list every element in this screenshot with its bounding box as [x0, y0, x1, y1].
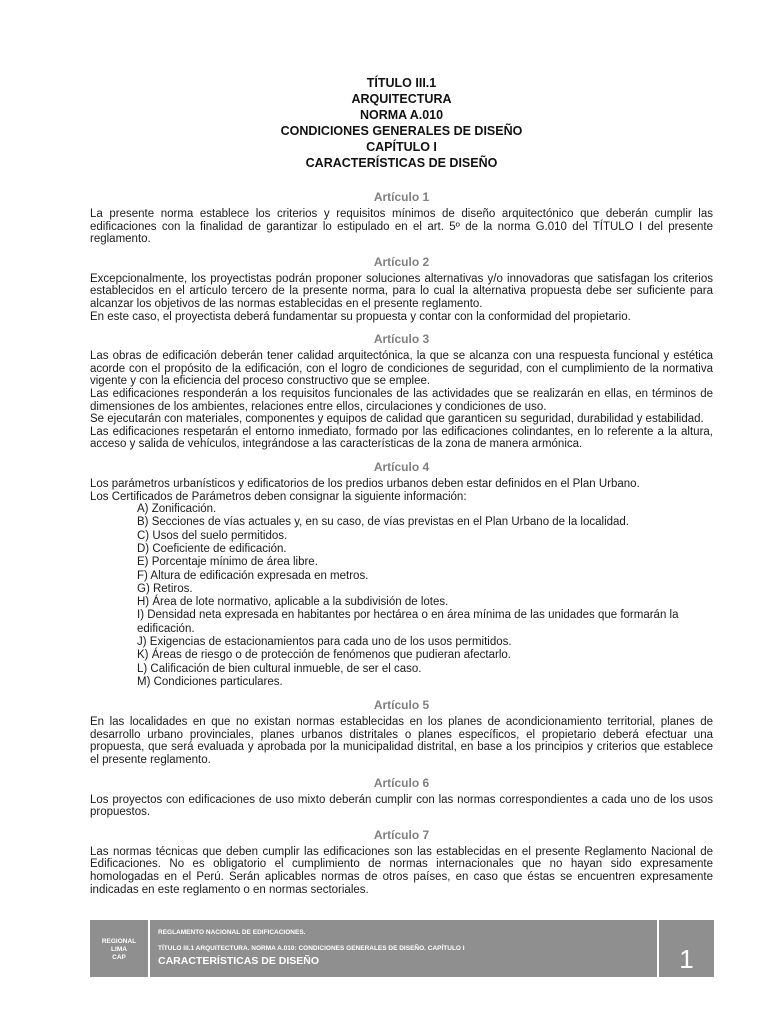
footer-regional-block: [90, 920, 150, 977]
article-paragraph: Los Certificados de Parámetros deben consignar la siguiente información:: [90, 490, 467, 503]
footer-regional-label: REGIONAL: [101, 938, 137, 945]
list-item: F) Altura de edificación expresada en metros.: [137, 569, 369, 582]
footer-section-title: CARACTERÍSTICAS DE DISEÑO: [158, 955, 320, 967]
list-item: D) Coeficiente de edificación.: [137, 542, 287, 555]
footer-regional-label: LIMA: [111, 946, 127, 953]
article-paragraph: La presente norma establece los criterios y requisitos mínimos de diseño arquitectónico que deberán cumplir las edificaciones con la finalidad de garantizar lo estipulado en el art. 5º de la norma G.010 del TÍTULO I del presente reglamento.: [90, 208, 713, 246]
document-page: [90, 75, 713, 896]
article-paragraph: Excepcionalmente, los proyectistas podrán proponer soluciones alternativas y/o innovadoras que satisfagan los criterios establecidos en el artículo tercero de la presente norma, para lo cual la alternativa propuesta debe ser suficiente para alcanzar los objetivos de las normas establecidas en el presente reglamento.: [90, 272, 713, 310]
list-item: K) Áreas de riesgo o de protección de fenómenos que pudieran afectarlo.: [137, 649, 511, 662]
list-item: C) Usos del suelo permitidos.: [137, 529, 288, 542]
article-heading: Artículo 7: [373, 827, 430, 842]
page-footer: [90, 920, 714, 977]
list-item: L) Calificación de bien cultural inmueble, de ser el caso.: [137, 662, 422, 675]
list-item: M) Condiciones particulares.: [137, 675, 283, 688]
article-heading: Artículo 6: [373, 775, 430, 790]
article-paragraph: Los parámetros urbanísticos y edificatorios de los predios urbanos deben estar definidos en el Plan Urbano.: [90, 477, 640, 490]
list-item: H) Área de lote normativo, aplicable a la subdivisión de lotes.: [137, 596, 449, 609]
footer-regulation-name: REGLAMENTO NACIONAL DE EDIFICACIONES.: [158, 929, 306, 936]
article-heading: Artículo 2: [373, 254, 430, 269]
article-paragraph: En las localidades en que no existan normas establecidas en los planes de acondicionamiento territorial, planes de desarrollo urbano provinciales, planes urbanos distritales o planes específicos, el propietario deberá efectuar una propuesta, que será evaluada y aprobada por la municipalidad distrital, en base a los principios y criterios que establece el presente reglamento.: [90, 716, 713, 767]
list-item: A) Zonificación.: [137, 503, 217, 516]
article-heading: Artículo 5: [373, 698, 430, 713]
title-line: TÍTULO III.1: [366, 76, 437, 90]
list-item: G) Retiros.: [137, 582, 193, 595]
parameters-list: [90, 503, 713, 689]
document-title-block: [90, 75, 713, 171]
footer-page-number-block: [657, 920, 714, 977]
list-item: B) Secciones de vías actuales y, en su caso, de vías previstas en el Plan Urbano de la localidad.: [137, 516, 630, 529]
article-heading: Artículo 4: [373, 459, 430, 474]
article-paragraph: Se ejecutarán con materiales, componentes y equipos de calidad que garanticen su seguridad, durabilidad y estabilidad.: [90, 413, 704, 426]
article-paragraph: Las normas técnicas que deben cumplir las edificaciones son las establecidas en el presente Reglamento Nacional de Edificaciones. No es obligatorio el cumplimiento de normas internacionales que no hayan sido expresamente homologadas en el Perú. Serán aplicables normas de otros países, en caso que éstas se encuentren expresamente indicadas en este reglamento o en normas sectoriales.: [90, 845, 713, 896]
title-line: CAPÍTULO I: [366, 140, 437, 154]
article-paragraph: En este caso, el proyectista deberá fundamentar su propuesta y contar con la conformidad del propietario.: [90, 310, 631, 323]
list-item: J) Exigencias de estacionamientos para cada uno de los usos permitidos.: [137, 636, 512, 649]
article-paragraph: Las edificaciones respetarán el entorno inmediato, formado por las edificaciones colindantes, en lo referente a la altura, acceso y salida de vehículos, integrándose a las características de la zona de manera armónica.: [90, 425, 713, 451]
page-number: 1: [679, 944, 694, 974]
title-line: NORMA A.010: [359, 108, 444, 122]
article-heading: Artículo 3: [373, 332, 430, 347]
footer-regional-label: CAP: [112, 954, 126, 961]
article-paragraph: Las edificaciones responderán a los requisitos funcionales de las actividades que se realizarán en ellas, en términos de dimensiones de los ambientes, relaciones entre ellos, circulaciones y condiciones de uso.: [90, 387, 713, 413]
footer-info-block: [152, 920, 657, 977]
title-line: CONDICIONES GENERALES DE DISEÑO: [280, 124, 523, 138]
list-item: E) Porcentaje mínimo de área libre.: [137, 556, 318, 569]
article-heading: Artículo 1: [373, 190, 430, 204]
article-paragraph: Las obras de edificación deberán tener calidad arquitectónica, la que se alcanza con una respuesta funcional y estética acorde con el propósito de la edificación, con el logro de condiciones de seguridad, con el cumplimiento de la normativa vigente y con la eficiencia del proceso constructivo que se emplee.: [90, 350, 713, 388]
title-line: ARQUITECTURA: [351, 92, 452, 106]
article-paragraph: Los proyectos con edificaciones de uso mixto deberán cumplir con las normas correspondientes a cada uno de los usos propuestos.: [90, 793, 713, 819]
title-line: CARACTERÍSTICAS DE DISEÑO: [305, 156, 498, 170]
list-item: I) Densidad neta expresada en habitantes por hectárea o en área mínima de las unidades que formarán la edificación.: [137, 609, 679, 635]
footer-section-path: TÍTULO III.1 ARQUITECTURA. NORMA A.010: CONDICIONES GENERALES DE DISEÑO. CAPÍTULO I: [158, 945, 465, 952]
